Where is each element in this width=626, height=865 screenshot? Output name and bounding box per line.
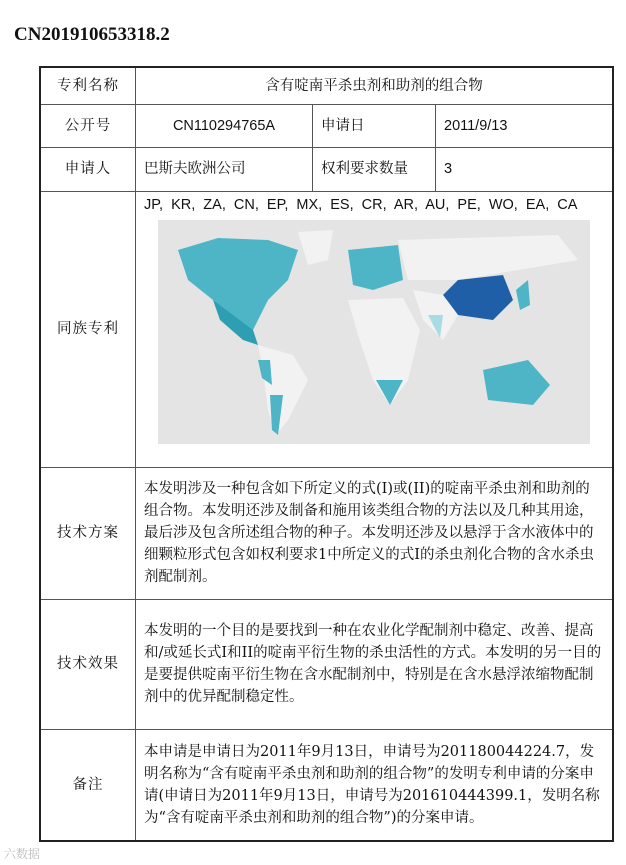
family-label: 同族专利 [40, 191, 136, 467]
effect-label: 技术效果 [40, 599, 136, 729]
japan-korea [516, 280, 530, 310]
date-label: 申请日 [313, 104, 436, 147]
south-america [258, 345, 308, 435]
tech-label: 技术方案 [40, 467, 136, 599]
note-value: 本申请是申请日为2011年9月13日，申请号为201180044224.7，发明名称为“含有啶南平杀虫剂和助剂的组合物”的发明专利申请的分案申请(申请日为2011年9月13日，申请号为201610444399.1，发明名称为“含有啶南平杀虫剂和助剂的组合物”)的分案申请。 [136, 729, 614, 841]
applicant-value: 巴斯夫欧洲公司 [136, 147, 313, 191]
pub-label: 公开号 [40, 104, 136, 147]
australia [483, 360, 550, 405]
greenland [298, 230, 333, 265]
north-america [178, 238, 298, 330]
claims-value: 3 [436, 147, 614, 191]
date-value: 2011/9/13 [436, 104, 614, 147]
pub-value: CN110294765A [136, 104, 313, 147]
applicant-label: 申请人 [40, 147, 136, 191]
claims-label: 权利要求数量 [313, 147, 436, 191]
patent-info-table [39, 66, 614, 842]
russia-asia [398, 235, 578, 280]
document-title: CN201910653318.2 [14, 24, 170, 45]
effect-value: 本发明的一个目的是要找到一种在农业化学配制剂中稳定、改善、提高和/或延长式I和II的啶南平衍生物的杀虫活性的方式。本发明的另一目的是要提供啶南平衍生物在含水配制剂中，特别是在含水悬浮浓缩物配制剂中的优异配制稳定性。 [136, 599, 614, 729]
tech-value: 本发明涉及一种包含如下所定义的式(I)或(II)的啶南平杀虫剂和助剂的组合物。本发明还涉及制备和施用该类组合物的方法以及几种其用途，最后涉及包含所述组合物的种子。本发明还涉及以悬浮于含水液体中的细颗粒形式包含如权利要求1中所定义的式I的杀虫剂化合物的含水杀虫剂配制剂。 [136, 467, 614, 599]
watermark: 六数据 [4, 847, 41, 861]
europe [348, 245, 403, 290]
name-value: 含有啶南平杀虫剂和助剂的组合物 [136, 67, 614, 104]
family-value: JP, KR, ZA, CN, EP, MX, ES, CR, AR, AU, PE, WO, EA, CA [144, 196, 578, 213]
family-world-map [158, 220, 590, 444]
note-label: 备注 [40, 729, 136, 841]
name-label: 专利名称 [40, 67, 136, 104]
